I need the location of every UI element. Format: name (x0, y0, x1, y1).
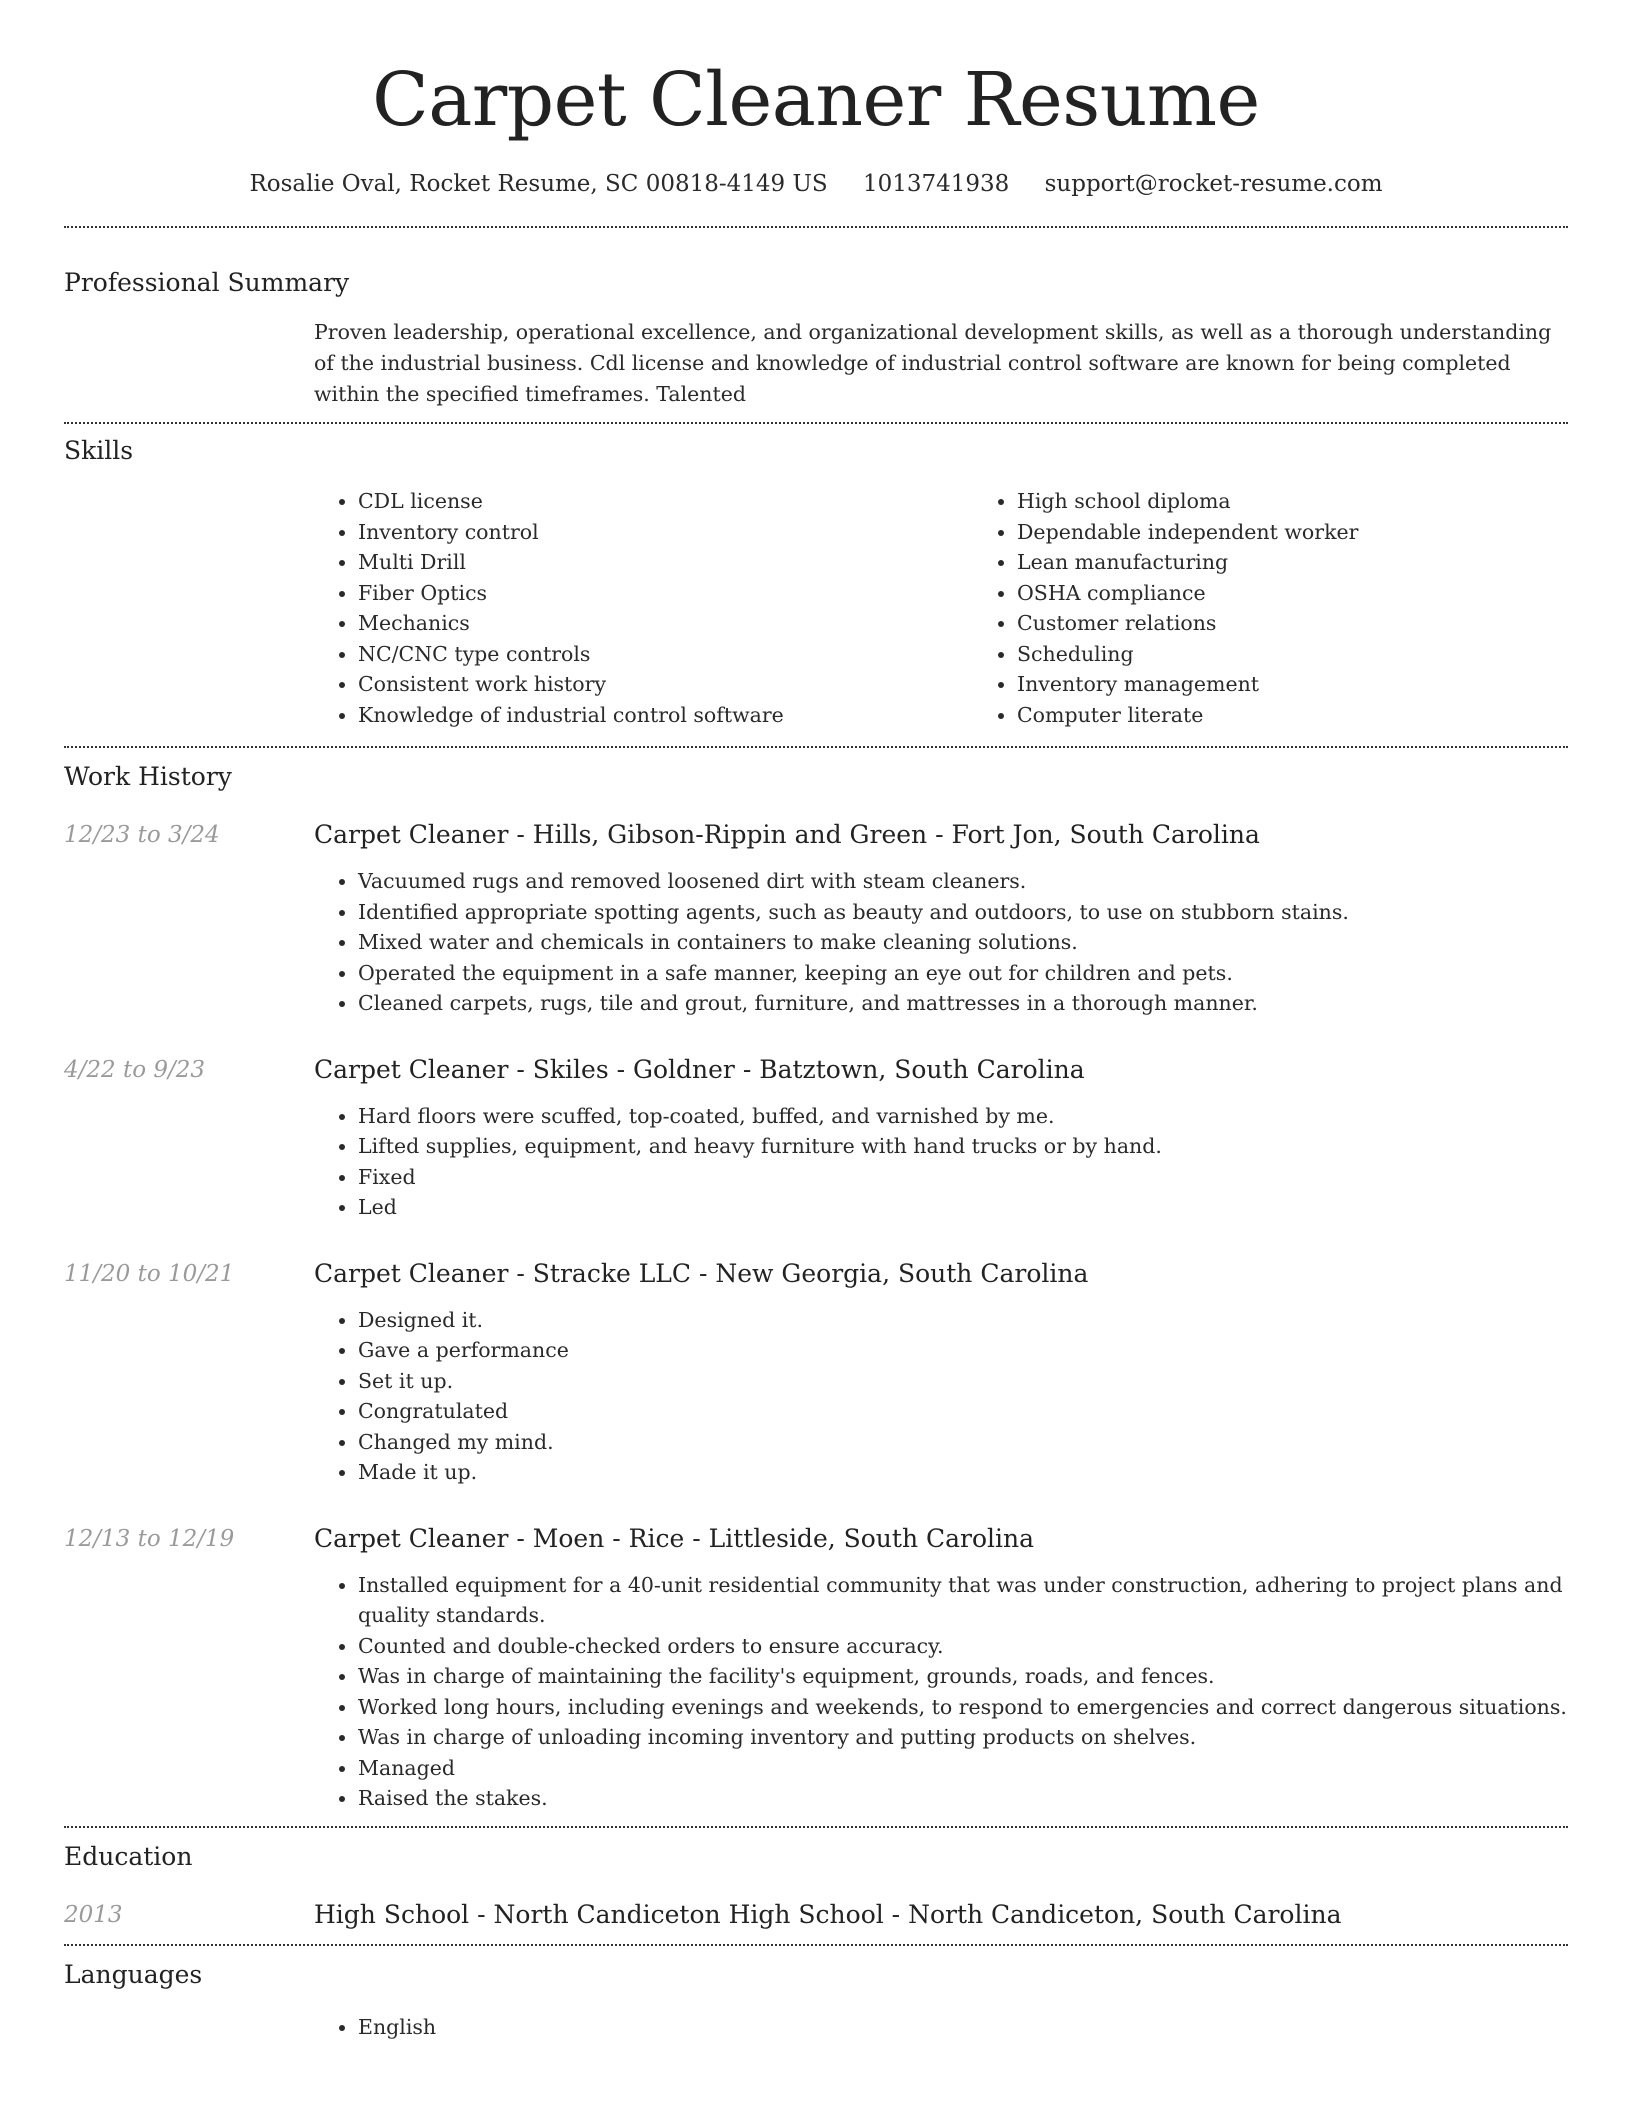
job-duty: • Installed equipment for a 40-unit residential community that was under construction, adhering to project plans and quality standards. (358, 1570, 1568, 1631)
summary-heading: Professional Summary (64, 268, 350, 297)
job-title: Carpet Cleaner - Stracke LLC - New Georgia, South Carolina (314, 1258, 1089, 1288)
skills-list-left (314, 486, 973, 730)
skills-section (64, 424, 1568, 746)
skill-item: • Inventory control (358, 517, 973, 548)
skill-item: • Fiber Optics (358, 578, 973, 609)
job-duty: • Lifted supplies, equipment, and heavy furniture with hand trucks or by hand. (358, 1131, 1568, 1162)
job-duty: • Counted and double-checked orders to ensure accuracy. (358, 1631, 1568, 1662)
job-duty: • Gave a performance (358, 1335, 1568, 1366)
skill-item: • CDL license (358, 486, 973, 517)
job-duty: • Was in charge of maintaining the facility's equipment, grounds, roads, and fences. (358, 1661, 1568, 1692)
job-entry (64, 818, 1568, 1019)
contact-email: support@rocket-resume.com (1044, 171, 1383, 197)
job-duty: • Designed it. (358, 1305, 1568, 1336)
resume-title: Carpet Cleaner Resume (372, 57, 1260, 143)
skill-item: • Customer relations (1017, 608, 1568, 639)
job-duty: • Changed my mind. (358, 1427, 1568, 1458)
skill-item: • Dependable independent worker (1017, 517, 1568, 548)
job-duty: • Hard floors were scuffed, top-coated, buffed, and varnished by me. (358, 1101, 1568, 1132)
job-duties-list (314, 1305, 1568, 1488)
job-duty: • Worked long hours, including evenings and weekends, to respond to emergencies and correct dangerous situations. (358, 1692, 1568, 1723)
education-section (64, 1828, 1568, 1944)
job-entry (64, 1257, 1568, 1488)
job-duty: • Managed (358, 1753, 1568, 1784)
contact-line (64, 168, 1568, 200)
job-duty: • Mixed water and chemicals in containers to make cleaning solutions. (358, 927, 1568, 958)
job-duty: • Set it up. (358, 1366, 1568, 1397)
job-title: Carpet Cleaner - Hills, Gibson-Rippin and Green - Fort Jon, South Carolina (314, 820, 1260, 849)
skill-item: • Consistent work history (358, 669, 973, 700)
job-duty: • Identified appropriate spotting agents, such as beauty and outdoors, to use on stubborn stains. (358, 897, 1568, 928)
job-dates: 12/13 to 12/19 (64, 1525, 235, 1552)
job-duty: • Was in charge of unloading incoming inventory and putting products on shelves. (358, 1722, 1568, 1753)
job-dates: 11/20 to 10/21 (64, 1260, 235, 1287)
skill-item: • Knowledge of industrial control software (358, 700, 973, 731)
skill-item: • OSHA compliance (1017, 578, 1568, 609)
skill-item: • Inventory management (1017, 669, 1568, 700)
job-duties-list (314, 1570, 1568, 1814)
job-entry (64, 1522, 1568, 1814)
job-title: Carpet Cleaner - Skiles - Goldner - Batztown, South Carolina (314, 1054, 1085, 1084)
summary-section (64, 228, 1568, 422)
job-duty: • Cleaned carpets, rugs, tile and grout, furniture, and mattresses in a thorough manner. (358, 988, 1568, 1019)
job-entry (64, 1053, 1568, 1223)
job-duty: • Vacuumed rugs and removed loosened dirt with steam cleaners. (358, 866, 1568, 897)
job-title: Carpet Cleaner - Moen - Rice - Littleside, South Carolina (314, 1523, 1035, 1553)
contact-phone: 1013741938 (862, 171, 1010, 197)
languages-heading: Languages (64, 1959, 203, 1989)
job-dates: 4/22 to 9/23 (64, 1056, 206, 1083)
education-entry: High School - North Candiceton High School - North Candiceton, South Carolina (314, 1899, 1342, 1929)
languages-section (64, 1946, 1568, 2043)
skill-item: • Lean manufacturing (1017, 547, 1568, 578)
job-duty: • Made it up. (358, 1457, 1568, 1488)
education-year: 2013 (64, 1901, 123, 1928)
skill-item: • Multi Drill (358, 547, 973, 578)
job-duty: • Led (358, 1192, 1568, 1223)
job-duty: • Operated the equipment in a safe manner, keeping an eye out for children and pets. (358, 958, 1568, 989)
languages-list (314, 2012, 1568, 2043)
job-duty: • Congratulated (358, 1396, 1568, 1427)
contact-address: Rosalie Oval, Rocket Resume, SC 00818-4149 US (249, 171, 828, 197)
skill-item: • Mechanics (358, 608, 973, 639)
skill-item: • Computer literate (1017, 700, 1568, 731)
job-duties-list (314, 1101, 1568, 1223)
summary-text: Proven leadership, operational excellence, and organizational development skills, as well as a thorough understanding of the industrial business. Cdl license and knowledge of industrial control software are known for being completed within the specified timeframes. Talented (314, 320, 1552, 406)
work-history-section (64, 748, 1568, 1826)
job-duties-list (314, 866, 1568, 1019)
skill-item: • High school diploma (1017, 486, 1568, 517)
education-heading: Education (64, 1841, 193, 1871)
skills-heading: Skills (64, 436, 134, 465)
skills-list-right (973, 486, 1568, 730)
work-history-heading: Work History (64, 762, 232, 791)
job-duty: • Fixed (358, 1162, 1568, 1193)
skill-item: • Scheduling (1017, 639, 1568, 670)
job-dates: 12/23 to 3/24 (64, 822, 220, 848)
language-item: • English (358, 2012, 1568, 2043)
skill-item: • NC/CNC type controls (358, 639, 973, 670)
job-duty: • Raised the stakes. (358, 1783, 1568, 1814)
